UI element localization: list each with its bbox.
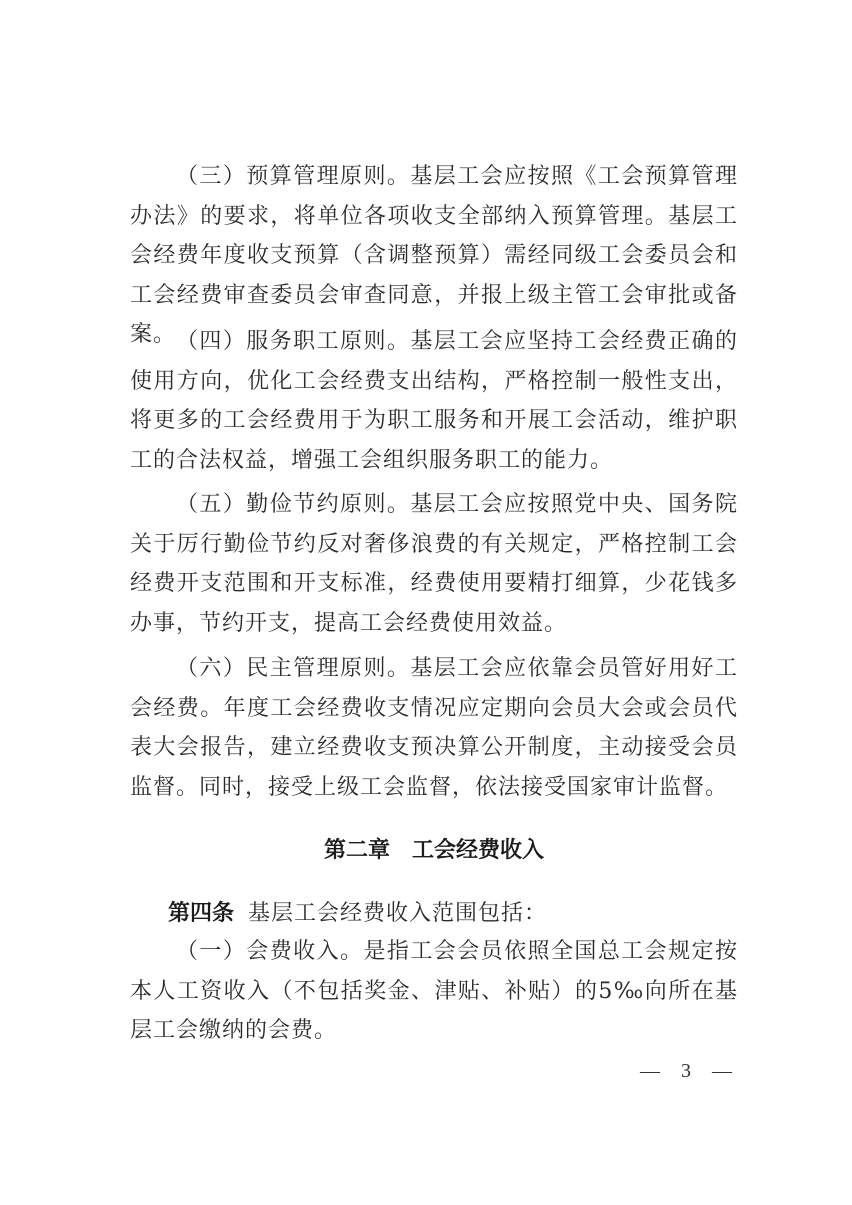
paragraph-budget-management: （三）预算管理原则。基层工会应按照《工会预算管理办法》的要求，将单位各项收支全部纳入预算管理。基层工会经费年度收支预算（含调整预算）需经同级工会委员会和工会经费审查委员会审查同意，并报上级主管工会审批或备案。 [130,164,738,347]
article-four [130,894,738,934]
article-label: 第四条 [168,901,235,926]
paragraph-frugality: （五）勤俭节约原则。基层工会应按照党中央、国务院关于厉行勤俭节约反对奢侈浪费的有关规定，严格控制工会经费开支范围和开支标准，经费使用要精打细算，少花钱多办事，节约开支，提高工会经费使用效益。 [130,492,738,636]
paragraph-democratic-management: （六）民主管理原则。基层工会应依靠会员管好用好工会经费。年度工会经费收支情况应定期向会员大会或会员代表大会报告，建立经费收支预决算公开制度，主动接受会员监督。同时，接受上级工会监督，依法接受国家审计监督。 [130,656,738,800]
item-membership-dues: （一）会费收入。是指工会会员依照全国总工会规定按本人工资收入（不包括奖金、津贴、补贴）的5‰向所在基层工会缴纳的会费。 [130,939,738,1043]
page-number: — 3 — [640,1060,740,1082]
chapter-heading: 第二章 工会经费收入 [323,838,544,863]
article-text: 基层工会经费收入范围包括： [248,901,548,926]
paragraph-serve-workers: （四）服务职工原则。基层工会应坚持工会经费正确的使用方向，优化工会经费支出结构，严格控制一般性支出，将更多的工会经费用于为职工服务和开展工会活动，维护职工的合法权益，增强工会组织服务职工的能力。 [130,329,738,473]
